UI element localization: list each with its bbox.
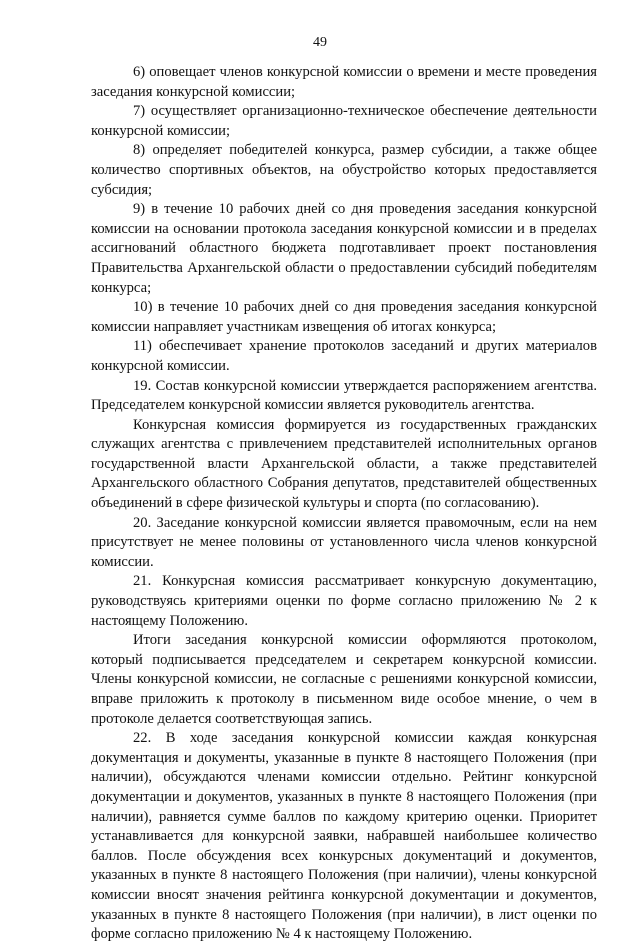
paragraph-clause-21: 21. Конкурсная комиссия рассматривает конкурсную документацию, руководствуясь критериями оценки по форме согласно приложению № 2 к настоящему Положению. — [91, 573, 597, 629]
paragraph-item-7: 7) осуществляет организационно-техническое обеспечение деятельности конкурсной комиссии; — [91, 103, 597, 139]
paragraph-commission-composition: Конкурсная комиссия формируется из государственных гражданских служащих агентства с привлечением представителей исполнительных органов государственной власти Архангельской области, а также представителей Архангельского областного Собрания депутатов, представителей общественных объединений в сфере физической культуры и спорта (по согласованию). — [91, 416, 597, 512]
paragraph-item-9: 9) в течение 10 рабочих дней со дня проведения заседания конкурсной комиссии на основании протокола заседания конкурсной комиссии и в пределах ассигнований областного бюджета подготавливает проект постановления Правительства Архангельской области о предоставлении субсидий победителям конкурса; — [91, 201, 597, 296]
paragraph-item-6: 6) оповещает членов конкурсной комиссии о времени и месте проведения заседания конкурсной комиссии; — [91, 64, 597, 100]
paragraph-item-8: 8) определяет победителей конкурса, размер субсидии, а также общее количество спортивных объектов, на обустройство которых предоставляется субсидия; — [91, 142, 597, 198]
paragraph-item-11: 11) обеспечивает хранение протоколов заседаний и других материалов конкурсной комиссии. — [91, 338, 597, 374]
paragraph-clause-22: 22. В ходе заседания конкурсной комиссии каждая конкурсная документация и документы, указанные в пункте 8 настоящего Положения (при наличии), обсуждаются членами комиссии отдельно. Рейтинг конкурсной документации и документов, указанных в пункте 8 настоящего Положения (при наличии), равняется сумме баллов по каждому критерию оценки. Приоритет устанавливается для конкурсной заявки, набравшей наибольшее количество баллов. После обсуждения всех конкурсных документаций и документов, указанных в пункте 8 настоящего Положения (при наличии), члены конкурсной комиссии вносят значения рейтинга конкурсной документации и документов, указанных в пункте 8 настоящего Положения (при наличии), в лист оценки по форме согласно приложению № 4 к настоящему Положению. — [91, 730, 597, 943]
paragraph-item-10: 10) в течение 10 рабочих дней со дня проведения заседания конкурсной комиссии направляет участникам извещения об итогах конкурса; — [91, 299, 597, 335]
paragraph-clause-19: 19. Состав конкурсной комиссии утверждается распоряжением агентства. Председателем конкурсной комиссии является руководитель агентства. — [91, 377, 597, 414]
paragraph-clause-20: 20. Заседание конкурсной комиссии является правомочным, если на нем присутствует не менее половины от установленного числа членов конкурсной комиссии. — [91, 514, 597, 570]
paragraph-meeting-results: Итоги заседания конкурсной комиссии оформляются протоколом, который подписывается председателем и секретарем конкурсной комиссии. Члены конкурсной комиссии, не согласные с решениями конкурсной комиссии, вправе приложить к протоколу в письменном виде особое мнение, о чем в протоколе делается соответствующая запись. — [91, 632, 597, 727]
page-number: 49 — [313, 35, 327, 50]
document-body — [91, 63, 597, 945]
